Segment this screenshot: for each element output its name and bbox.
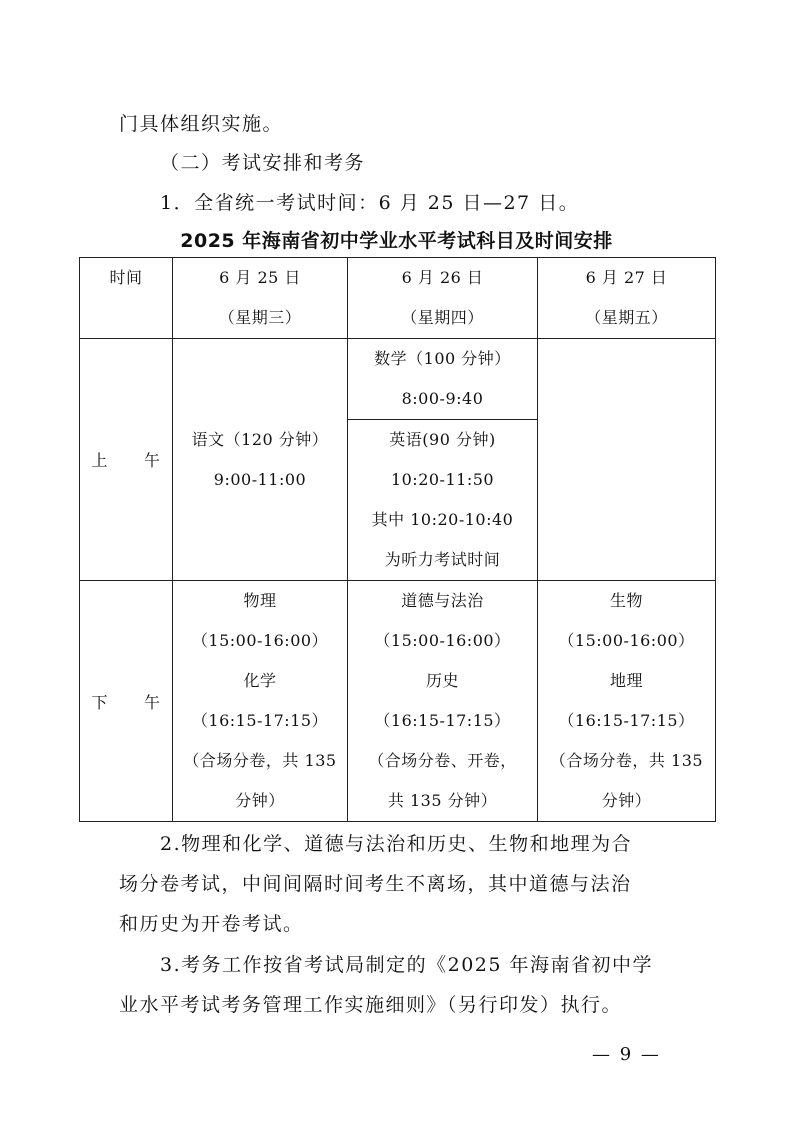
ethics-law-time: （15:00-16:00） — [374, 631, 511, 650]
ethics-law-subject: 道德与法治 — [401, 591, 484, 610]
english-note-1: 其中 10:20-10:40 — [371, 510, 514, 529]
english-subject: 英语(90 分钟) — [389, 430, 496, 449]
biology-subject: 生物 — [609, 591, 643, 610]
day-3-note-line-1: （合场分卷，共 135 — [549, 751, 704, 770]
morning-label-b: 午 — [144, 451, 161, 470]
header-day-2 — [348, 258, 538, 339]
item-3-line-1: 3.考务工作按省考试局制定的《2025 年海南省初中学 — [160, 954, 654, 976]
afternoon-label-cell — [80, 581, 173, 822]
day-1-note-line-1: （合场分卷，共 135 — [183, 751, 337, 770]
afternoon-label-a: 下 — [91, 692, 108, 712]
chinese-time: 9:00-11:00 — [213, 469, 307, 489]
morning-label-cell — [80, 339, 173, 581]
chinese-subject: 语文（120 分钟） — [191, 429, 329, 449]
day-2-note-line-1: （合场分卷、开卷， — [368, 751, 517, 770]
day-3-note-line-2: 分钟） — [601, 791, 652, 810]
geography-subject: 地理 — [609, 671, 643, 690]
body-line-continuation: 门具体组织实施。 — [119, 113, 284, 135]
english-note-2: 为听力考试时间 — [384, 550, 501, 569]
morning-day-1-cell — [173, 339, 348, 581]
section-heading: （二）考试安排和考务 — [160, 152, 366, 174]
header-day-1-weekday: （星期三） — [218, 308, 302, 327]
chemistry-subject: 化学 — [243, 671, 277, 690]
day-1-note-line-2: 分钟） — [235, 791, 285, 810]
morning-day-2-english-cell — [348, 420, 538, 581]
history-subject: 历史 — [425, 671, 459, 690]
header-day-3-date: 6 月 27 日 — [585, 268, 668, 287]
morning-label-a: 上 — [91, 451, 108, 470]
physics-subject: 物理 — [243, 591, 277, 610]
day-2-note-line-2: 共 135 分钟） — [387, 791, 498, 810]
item-2-line-1: 2.物理和化学、道德与法治和历史、生物和地理为合 — [160, 833, 633, 855]
english-time: 10:20-11:50 — [390, 470, 495, 489]
afternoon-day-3-cell — [538, 581, 716, 822]
header-day-3-weekday: （星期五） — [585, 308, 668, 327]
morning-day-2-math-cell — [348, 339, 538, 420]
math-time: 8:00-9:40 — [401, 389, 484, 408]
afternoon-row — [80, 581, 716, 822]
item-2-line-3: 和历史为开卷考试。 — [119, 913, 304, 935]
afternoon-day-2-cell — [348, 581, 538, 822]
morning-row-a — [80, 339, 716, 420]
geography-time: （16:15-17:15） — [558, 711, 695, 730]
item-2-line-2: 场分卷考试，中间间隔时间考生不离场，其中道德与法治 — [119, 873, 632, 895]
page-number: — 9 — — [592, 1044, 661, 1065]
header-day-3 — [538, 258, 716, 339]
chemistry-time: （16:15-17:15） — [191, 711, 329, 730]
history-time: （16:15-17:15） — [374, 711, 511, 730]
header-day-1-date: 6 月 25 日 — [219, 268, 301, 287]
item-3-line-2: 业水平考试考务管理工作实施细则》（另行印发）执行。 — [119, 994, 623, 1016]
header-day-2-date: 6 月 26 日 — [401, 268, 484, 287]
biology-time: （15:00-16:00） — [558, 631, 695, 650]
physics-time: （15:00-16:00） — [191, 631, 329, 650]
header-day-1 — [173, 258, 348, 339]
schedule-table — [79, 257, 716, 822]
header-day-2-weekday: （星期四） — [401, 308, 484, 327]
item-1-exam-dates: 1．全省统一考试时间：6 月 25 日—27 日。 — [160, 192, 580, 214]
header-time-label: 时间 — [109, 268, 143, 287]
afternoon-label-b: 午 — [144, 692, 161, 712]
table-title: 2025 年海南省初中学业水平考试科目及时间安排 — [180, 230, 613, 252]
morning-day-3-cell — [538, 339, 716, 581]
math-subject: 数学（100 分钟） — [374, 349, 511, 368]
header-time-cell — [80, 258, 173, 339]
header-row — [80, 258, 716, 339]
afternoon-day-1-cell — [173, 581, 348, 822]
